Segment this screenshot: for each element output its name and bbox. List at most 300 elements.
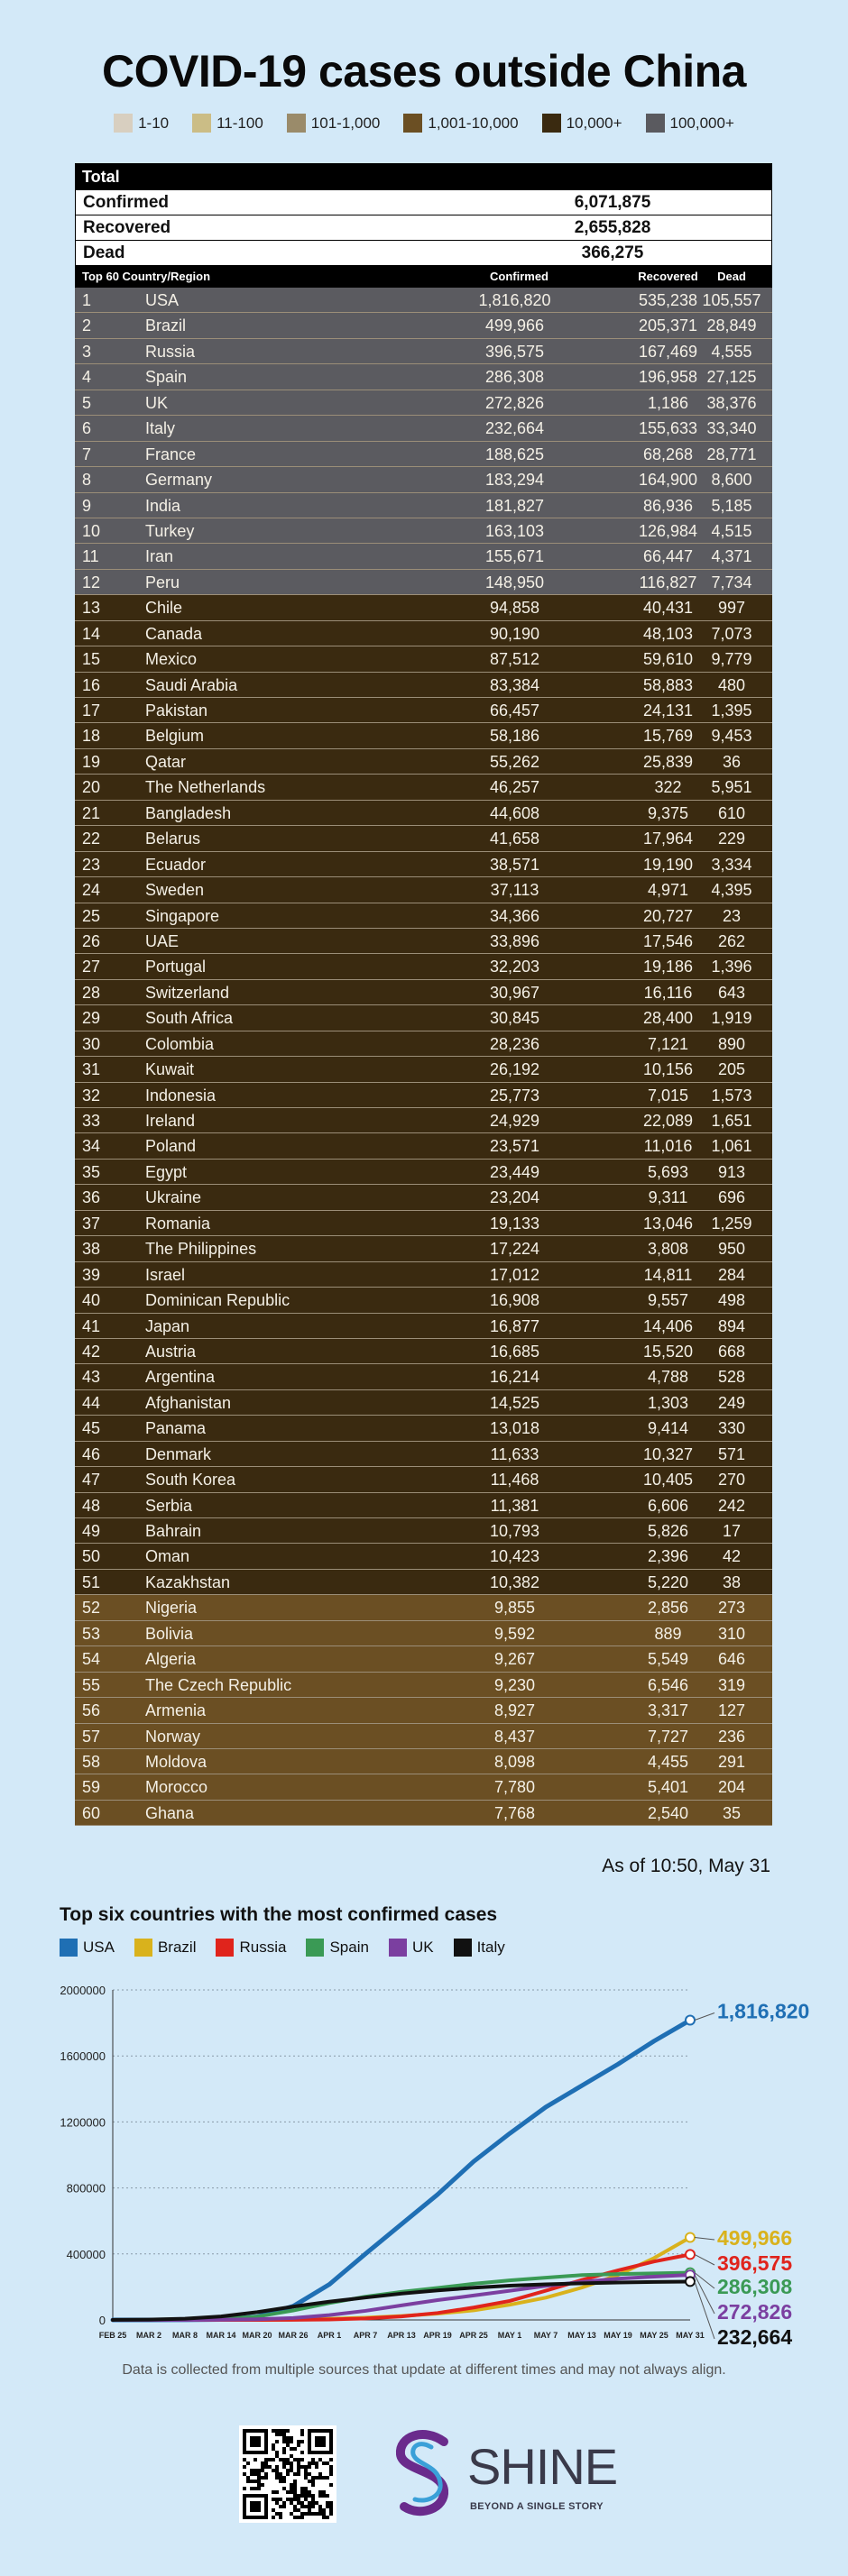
- qr-module: [250, 2469, 253, 2472]
- row-country: Japan: [145, 1316, 190, 1335]
- row-country: Kuwait: [145, 1060, 195, 1079]
- series-end-label: 232,664: [717, 2325, 793, 2349]
- row-country: Moldova: [145, 1752, 207, 1771]
- row-dead: 1,395: [711, 701, 752, 720]
- qr-module: [318, 2505, 322, 2508]
- row-rank: 23: [82, 855, 101, 874]
- qr-code: [239, 2425, 336, 2523]
- row-rank: 16: [82, 675, 101, 694]
- qr-module: [279, 2472, 282, 2476]
- row-rank: 60: [82, 1803, 101, 1822]
- row-country: Turkey: [145, 521, 195, 540]
- row-confirmed: 46,257: [489, 778, 540, 797]
- qr-module: [272, 2508, 275, 2512]
- table-row: [75, 416, 772, 441]
- row-dead: 1,061: [711, 1137, 752, 1156]
- qr-module: [286, 2458, 290, 2461]
- row-rank: 25: [82, 906, 101, 925]
- row-recovered: 20,727: [642, 906, 694, 925]
- table-row: [75, 518, 772, 544]
- qr-module: [326, 2476, 329, 2480]
- qr-module: [272, 2458, 275, 2461]
- qr-module: [329, 2472, 333, 2476]
- cases-table: [75, 163, 772, 1826]
- table-row: [75, 1698, 772, 1723]
- row-recovered: 11,016: [643, 1137, 693, 1156]
- qr-module: [279, 2505, 282, 2508]
- row-rank: 37: [82, 1214, 101, 1233]
- row-rank: 26: [82, 931, 101, 950]
- qr-module: [300, 2512, 304, 2516]
- qr-module: [261, 2469, 264, 2472]
- qr-module: [261, 2465, 264, 2469]
- table-row: [75, 570, 772, 595]
- qr-module: [322, 2476, 326, 2480]
- total-recovered-label: Recovered: [83, 218, 171, 237]
- row-rank: 13: [82, 599, 101, 618]
- qr-module: [297, 2465, 300, 2469]
- row-country: India: [145, 496, 181, 515]
- qr-module: [308, 2465, 311, 2469]
- row-recovered: 3,808: [647, 1240, 689, 1259]
- legend-item: [192, 114, 263, 133]
- qr-module: [311, 2461, 315, 2465]
- qr-module: [318, 2490, 322, 2494]
- qr-module: [272, 2429, 275, 2433]
- row-dead: 23: [722, 906, 742, 925]
- qr-module: [282, 2505, 286, 2508]
- table-row: [75, 442, 772, 467]
- row-recovered: 2,856: [647, 1599, 689, 1618]
- row-confirmed: 286,308: [484, 368, 545, 387]
- row-recovered: 22,089: [642, 1112, 694, 1130]
- row-country: Ukraine: [145, 1188, 202, 1207]
- row-country: South Africa: [145, 1009, 234, 1028]
- qr-module: [315, 2465, 318, 2469]
- row-dead: 894: [717, 1316, 746, 1335]
- row-recovered: 4,971: [647, 881, 689, 900]
- row-confirmed: 30,845: [489, 1009, 540, 1028]
- row-country: Brazil: [145, 316, 187, 335]
- qr-module: [304, 2472, 308, 2476]
- row-rank: 39: [82, 1265, 101, 1284]
- qr-module: [243, 2458, 246, 2461]
- row-rank: 49: [82, 1522, 101, 1540]
- total-dead-row: [75, 241, 772, 266]
- qr-module: [272, 2469, 275, 2472]
- row-rank: 34: [82, 1137, 101, 1156]
- y-tick-label: 400000: [66, 2247, 106, 2261]
- row-recovered: 116,827: [639, 573, 697, 591]
- row-dead: 28,849: [706, 316, 757, 335]
- row-rank: 12: [82, 573, 101, 591]
- row-rank: 29: [82, 1009, 101, 1028]
- table-row: [75, 1185, 772, 1210]
- qr-module: [311, 2498, 315, 2501]
- table-row: [75, 1160, 772, 1185]
- qr-module: [243, 2472, 246, 2476]
- table-row: [75, 1774, 772, 1800]
- row-confirmed: 163,103: [484, 521, 545, 540]
- qr-module: [297, 2443, 300, 2447]
- row-recovered: 2,396: [647, 1547, 689, 1566]
- qr-module: [304, 2505, 308, 2508]
- row-confirmed: 23,571: [489, 1137, 540, 1156]
- row-dead: 9,779: [711, 650, 752, 669]
- x-tick-label: MAY 31: [676, 2331, 705, 2340]
- chart-legend-item: [454, 1939, 505, 1957]
- qr-module: [282, 2487, 286, 2490]
- qr-module: [308, 2461, 311, 2465]
- qr-module: [282, 2476, 286, 2480]
- qr-module: [290, 2447, 293, 2451]
- row-country: Bahrain: [145, 1522, 202, 1540]
- row-country: Romania: [145, 1214, 211, 1233]
- row-confirmed: 9,592: [493, 1624, 536, 1643]
- row-dead: 1,259: [711, 1214, 752, 1233]
- row-dead: 17: [722, 1522, 742, 1540]
- qr-module: [293, 2472, 297, 2476]
- row-rank: 6: [82, 419, 92, 438]
- qr-module: [275, 2490, 279, 2494]
- qr-module: [326, 2501, 329, 2505]
- row-dead: 284: [717, 1265, 746, 1284]
- qr-module: [322, 2516, 326, 2519]
- x-tick-label: APR 25: [459, 2331, 488, 2340]
- qr-module: [315, 2436, 326, 2447]
- data-note: Data is collected from multiple sources that update at different times and may not always align.: [122, 2362, 726, 2378]
- chart-legend-item: [134, 1939, 197, 1957]
- row-rank: 44: [82, 1393, 101, 1412]
- qr-module: [315, 2461, 318, 2465]
- qr-module: [300, 2433, 304, 2436]
- qr-module: [304, 2487, 308, 2490]
- row-country: UK: [145, 393, 169, 412]
- row-rank: 14: [82, 624, 101, 643]
- qr-module: [300, 2451, 304, 2454]
- row-dead: 319: [717, 1675, 746, 1694]
- row-dead: 38,376: [706, 393, 757, 412]
- row-rank: 41: [82, 1316, 101, 1335]
- table-row: [75, 646, 772, 672]
- row-country: Algeria: [145, 1650, 197, 1669]
- table-row: [75, 1801, 772, 1826]
- qr-module: [290, 2465, 293, 2469]
- row-country: Serbia: [145, 1496, 193, 1515]
- row-recovered: 25,839: [642, 752, 694, 771]
- row-recovered: 10,327: [642, 1444, 694, 1463]
- qr-module: [275, 2498, 279, 2501]
- qr-module: [275, 2465, 279, 2469]
- row-country: USA: [145, 291, 180, 309]
- table-row: [75, 1749, 772, 1774]
- row-dead: 8,600: [711, 471, 752, 490]
- series-end-marker: [686, 2277, 695, 2286]
- row-recovered: 126,984: [638, 521, 698, 540]
- row-recovered: 14,811: [643, 1265, 693, 1284]
- row-confirmed: 83,384: [489, 675, 540, 694]
- row-recovered: 9,375: [647, 803, 689, 822]
- row-confirmed: 37,113: [490, 881, 539, 900]
- qr-module: [308, 2505, 311, 2508]
- chart-title: Top six countries with the most confirmed cases: [60, 1904, 498, 1925]
- qr-module: [293, 2505, 297, 2508]
- qr-module: [326, 2494, 329, 2498]
- table-row: [75, 723, 772, 748]
- label-leader: [695, 2013, 714, 2021]
- chart-legend-label: Russia: [239, 1939, 287, 1956]
- qr-module: [261, 2483, 264, 2487]
- table-row: [75, 826, 772, 851]
- qr-module: [318, 2472, 322, 2476]
- row-dead: 1,396: [711, 958, 752, 976]
- qr-module: [290, 2490, 293, 2494]
- qr-module: [318, 2512, 322, 2516]
- qr-module: [322, 2512, 326, 2516]
- row-recovered: 535,238: [638, 291, 698, 309]
- x-tick-label: APR 13: [387, 2331, 416, 2340]
- x-tick-label: MAR 14: [206, 2331, 236, 2340]
- row-dead: 35: [722, 1803, 742, 1822]
- qr-module: [322, 2494, 326, 2498]
- table-row: [75, 1364, 772, 1389]
- chart-legend-swatch: [216, 1939, 234, 1957]
- qr-module: [275, 2469, 279, 2472]
- row-rank: 10: [82, 521, 101, 540]
- row-dead: 696: [717, 1188, 746, 1207]
- qr-module: [250, 2487, 253, 2490]
- row-dead: 5,951: [711, 778, 752, 797]
- qr-module: [257, 2487, 261, 2490]
- qr-module: [279, 2433, 282, 2436]
- row-country: Germany: [145, 471, 213, 490]
- qr-module: [275, 2433, 279, 2436]
- qr-module: [300, 2487, 304, 2490]
- qr-module: [243, 2465, 246, 2469]
- row-country: Saudi Arabia: [145, 675, 238, 694]
- row-recovered: 1,303: [647, 1393, 689, 1412]
- row-dead: 9,453: [711, 727, 752, 746]
- qr-module: [329, 2508, 333, 2512]
- row-confirmed: 26,192: [489, 1060, 540, 1079]
- row-recovered: 322: [654, 778, 682, 797]
- qr-module: [272, 2516, 275, 2519]
- qr-module: [297, 2508, 300, 2512]
- row-dead: 668: [717, 1342, 746, 1361]
- row-rank: 18: [82, 727, 101, 746]
- label-leader: [695, 2238, 714, 2240]
- row-rank: 54: [82, 1650, 101, 1669]
- row-dead: 1,573: [711, 1086, 752, 1105]
- row-dead: 28,771: [706, 445, 757, 463]
- qr-module: [297, 2440, 300, 2443]
- qr-module: [300, 2465, 304, 2469]
- qr-module: [257, 2476, 261, 2480]
- row-dead: 643: [717, 983, 746, 1002]
- row-recovered: 164,900: [638, 471, 698, 490]
- row-rank: 24: [82, 881, 101, 900]
- row-country: Ireland: [145, 1112, 196, 1130]
- qr-module: [282, 2429, 286, 2433]
- chart-legend-label: USA: [83, 1939, 115, 1956]
- table-header: [75, 266, 772, 288]
- row-rank: 38: [82, 1240, 101, 1259]
- total-dead-label: Dead: [83, 243, 125, 262]
- table-row: [75, 1390, 772, 1416]
- row-rank: 31: [82, 1060, 101, 1079]
- qr-module: [250, 2480, 253, 2483]
- legend-label: 1,001-10,000: [428, 114, 519, 132]
- row-dead: 236: [717, 1727, 746, 1746]
- row-recovered: 15,520: [642, 1342, 694, 1361]
- row-recovered: 15,769: [642, 727, 694, 746]
- row-confirmed: 30,967: [489, 983, 540, 1002]
- row-rank: 42: [82, 1342, 101, 1361]
- qr-module: [264, 2476, 268, 2480]
- row-dead: 1,651: [711, 1112, 752, 1130]
- row-confirmed: 11,633: [490, 1444, 539, 1463]
- qr-module: [282, 2501, 286, 2505]
- qr-module: [308, 2472, 311, 2476]
- legend-label: 10,000+: [566, 114, 622, 132]
- qr-module: [304, 2512, 308, 2516]
- qr-module: [322, 2461, 326, 2465]
- qr-module: [282, 2458, 286, 2461]
- row-recovered: 66,447: [642, 547, 694, 566]
- table-row: [75, 1467, 772, 1492]
- row-dead: 310: [717, 1624, 746, 1643]
- series-line: [113, 2281, 690, 2320]
- row-recovered: 9,311: [648, 1188, 688, 1207]
- table-row: [75, 1108, 772, 1133]
- row-country: Israel: [145, 1265, 186, 1284]
- row-country: Peru: [145, 573, 180, 591]
- qr-module: [261, 2461, 264, 2465]
- row-recovered: 58,883: [642, 675, 694, 694]
- row-confirmed: 66,457: [489, 701, 540, 720]
- row-country: Austria: [145, 1342, 197, 1361]
- row-rank: 27: [82, 958, 101, 976]
- table-row: [75, 339, 772, 364]
- total-confirmed-label: Confirmed: [83, 193, 169, 212]
- qr-module: [326, 2516, 329, 2519]
- table-row: [75, 1673, 772, 1698]
- header-confirmed: Confirmed: [490, 270, 548, 283]
- qr-module: [290, 2501, 293, 2505]
- qr-module: [311, 2501, 315, 2505]
- row-recovered: 68,268: [642, 445, 694, 463]
- series-end-marker: [686, 2016, 695, 2025]
- row-confirmed: 8,927: [493, 1701, 536, 1720]
- qr-module: [286, 2436, 290, 2440]
- row-recovered: 28,400: [642, 1009, 694, 1028]
- row-confirmed: 7,780: [493, 1778, 536, 1797]
- qr-module: [293, 2483, 297, 2487]
- qr-module: [261, 2476, 264, 2480]
- chart-legend-label: Brazil: [157, 1939, 197, 1956]
- table-row: [75, 1133, 772, 1159]
- row-country: Armenia: [145, 1701, 207, 1720]
- y-tick-label: 1600000: [60, 2049, 106, 2064]
- row-dead: 480: [717, 675, 746, 694]
- qr-module: [293, 2447, 297, 2451]
- row-dead: 498: [717, 1291, 746, 1310]
- qr-module: [264, 2465, 268, 2469]
- row-dead: 4,515: [711, 521, 752, 540]
- total-header: Total: [75, 163, 772, 190]
- row-confirmed: 155,671: [484, 547, 545, 566]
- row-dead: 4,371: [711, 547, 752, 566]
- qr-module: [272, 2498, 275, 2501]
- row-confirmed: 7,768: [493, 1803, 536, 1822]
- legend-swatch: [646, 114, 665, 133]
- row-confirmed: 32,203: [489, 958, 540, 976]
- row-rank: 8: [82, 471, 92, 490]
- row-country: Bangladesh: [145, 803, 232, 822]
- x-tick-label: MAR 8: [171, 2331, 198, 2340]
- row-country: Spain: [145, 368, 188, 387]
- legend-swatch: [403, 114, 422, 133]
- row-rank: 52: [82, 1599, 101, 1618]
- row-recovered: 16,116: [643, 983, 693, 1002]
- row-rank: 58: [82, 1752, 101, 1771]
- table-row: [75, 544, 772, 569]
- qr-module: [253, 2469, 257, 2472]
- table-row: [75, 493, 772, 518]
- qr-module: [282, 2436, 286, 2440]
- row-confirmed: 148,950: [484, 573, 545, 591]
- row-recovered: 10,156: [642, 1060, 694, 1079]
- row-rank: 2: [82, 316, 92, 335]
- x-tick-label: MAY 25: [640, 2331, 668, 2340]
- row-confirmed: 34,366: [489, 906, 540, 925]
- qr-module: [329, 2501, 333, 2505]
- row-country: The Netherlands: [145, 778, 266, 797]
- qr-module: [308, 2501, 311, 2505]
- row-confirmed: 10,423: [489, 1547, 540, 1566]
- qr-module: [297, 2469, 300, 2472]
- legend-label: 11-100: [217, 114, 263, 132]
- x-tick-label: APR 7: [353, 2331, 378, 2340]
- qr-module: [272, 2490, 275, 2494]
- table-row: [75, 1236, 772, 1261]
- y-tick-label: 0: [98, 2314, 106, 2327]
- row-rank: 40: [82, 1291, 101, 1310]
- row-country: Ecuador: [145, 855, 207, 874]
- row-rank: 9: [82, 496, 92, 515]
- qr-module: [329, 2505, 333, 2508]
- legend-swatch: [114, 114, 133, 133]
- row-recovered: 5,401: [647, 1778, 689, 1797]
- qr-module: [282, 2451, 286, 2454]
- row-country: Norway: [145, 1727, 201, 1746]
- row-dead: 105,557: [702, 291, 761, 309]
- row-country: Sweden: [145, 881, 205, 900]
- total-confirmed-value: 6,071,875: [574, 193, 651, 212]
- row-recovered: 86,936: [642, 496, 694, 515]
- row-recovered: 6,606: [647, 1496, 689, 1515]
- table-row: [75, 903, 772, 929]
- row-rank: 36: [82, 1188, 101, 1207]
- qr-module: [282, 2480, 286, 2483]
- qr-module: [290, 2512, 293, 2516]
- qr-module: [311, 2476, 315, 2480]
- row-recovered: 205,371: [638, 316, 698, 335]
- row-confirmed: 16,685: [489, 1342, 540, 1361]
- qr-module: [243, 2487, 246, 2490]
- qr-module: [329, 2512, 333, 2516]
- row-country: Denmark: [145, 1444, 212, 1463]
